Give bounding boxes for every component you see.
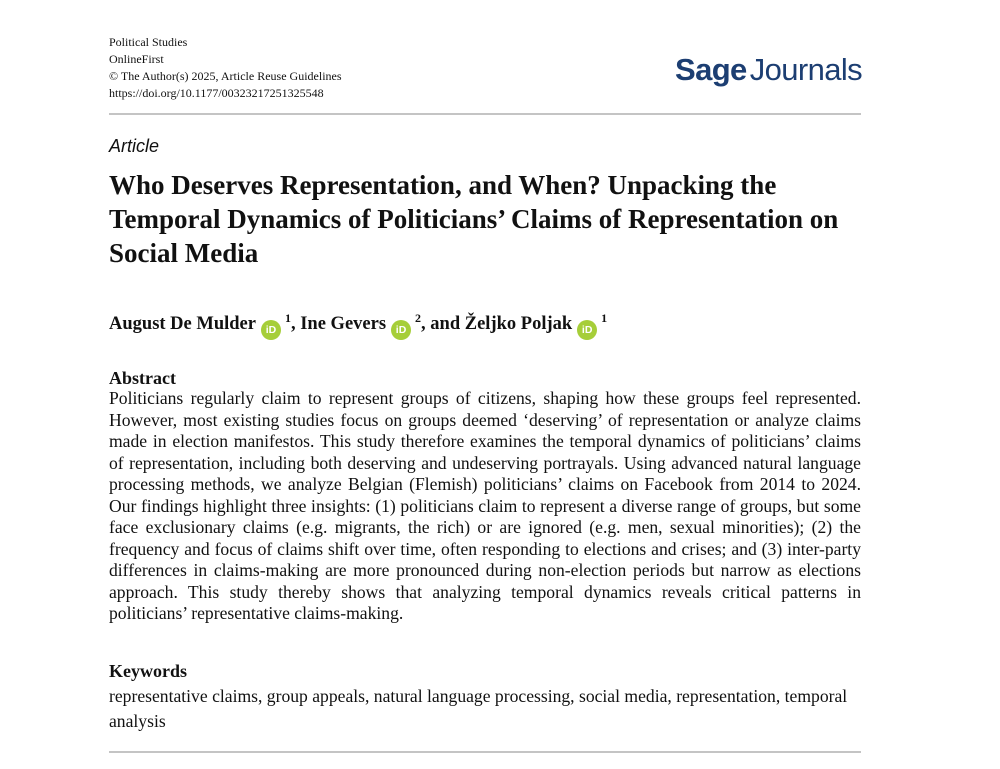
keywords-text: representative claims, group appeals, natural language processing, social media, representation, temporal analysis — [109, 686, 848, 731]
abstract-heading: Abstract — [109, 368, 176, 388]
author-name[interactable]: August De Mulder — [109, 314, 256, 334]
article-title: Who Deserves Representation, and When? Unpacking the Temporal Dynamics of Politicians’ Claims of Representation on Social Media — [109, 170, 839, 268]
logo-brand: Sage — [675, 52, 747, 87]
keywords-heading: Keywords — [109, 661, 187, 681]
author-separator: , — [290, 314, 301, 334]
author-separator: , and — [421, 314, 465, 334]
publication-status: OnlineFirst — [109, 52, 164, 66]
journal-meta — [109, 34, 342, 102]
article-type: Article — [109, 136, 160, 156]
affiliation-marker: 1 — [601, 311, 608, 325]
header-divider — [109, 113, 861, 115]
journal-name: Political Studies — [109, 35, 188, 49]
footer-divider — [109, 751, 861, 753]
affiliation-marker: 1 — [284, 311, 291, 325]
orcid-icon[interactable]: iD — [261, 320, 281, 340]
orcid-icon[interactable]: iD — [577, 320, 597, 340]
author-list — [109, 306, 607, 340]
sage-journals-logo[interactable] — [675, 52, 862, 88]
orcid-icon[interactable]: iD — [391, 320, 411, 340]
logo-product: Journals — [749, 52, 863, 87]
affiliation-marker: 2 — [415, 311, 422, 325]
doi-link[interactable]: https://doi.org/10.1177/00323217251325548 — [109, 86, 324, 100]
abstract-text: Politicians regularly claim to represent groups of citizens, shaping how these groups feel represented. However, most existing studies focus on groups deemed ‘deserving’ of representation or analyze claims made in election manifestos. This study therefore examines the temporal dynamics of politicians’ claims of representation, including both deserving and undeserving portrayals. Using advanced natural language processing methods, we analyze Belgian (Flemish) politicians’ claims on Facebook from 2014 to 2024. Our findings highlight three insights: (1) politicians claim to represent a diverse range of groups, but some face exclusionary claims (e.g. migrants, the rich) or are ignored (e.g. men, sexual minorities); (2) the frequency and focus of claims shift over time, often responding to elections and crises; and (3) inter-party differences in claims-making are more pronounced during non-election periods but narrow as elections approach. This study thereby shows that analyzing temporal dynamics reveals critical patterns in politicians’ representative claims-making. — [109, 388, 861, 623]
copyright-line[interactable]: © The Author(s) 2025, Article Reuse Guidelines — [109, 69, 342, 83]
author-name[interactable]: Ine Gevers — [300, 314, 387, 334]
author-name[interactable]: Željko Poljak — [464, 314, 573, 334]
